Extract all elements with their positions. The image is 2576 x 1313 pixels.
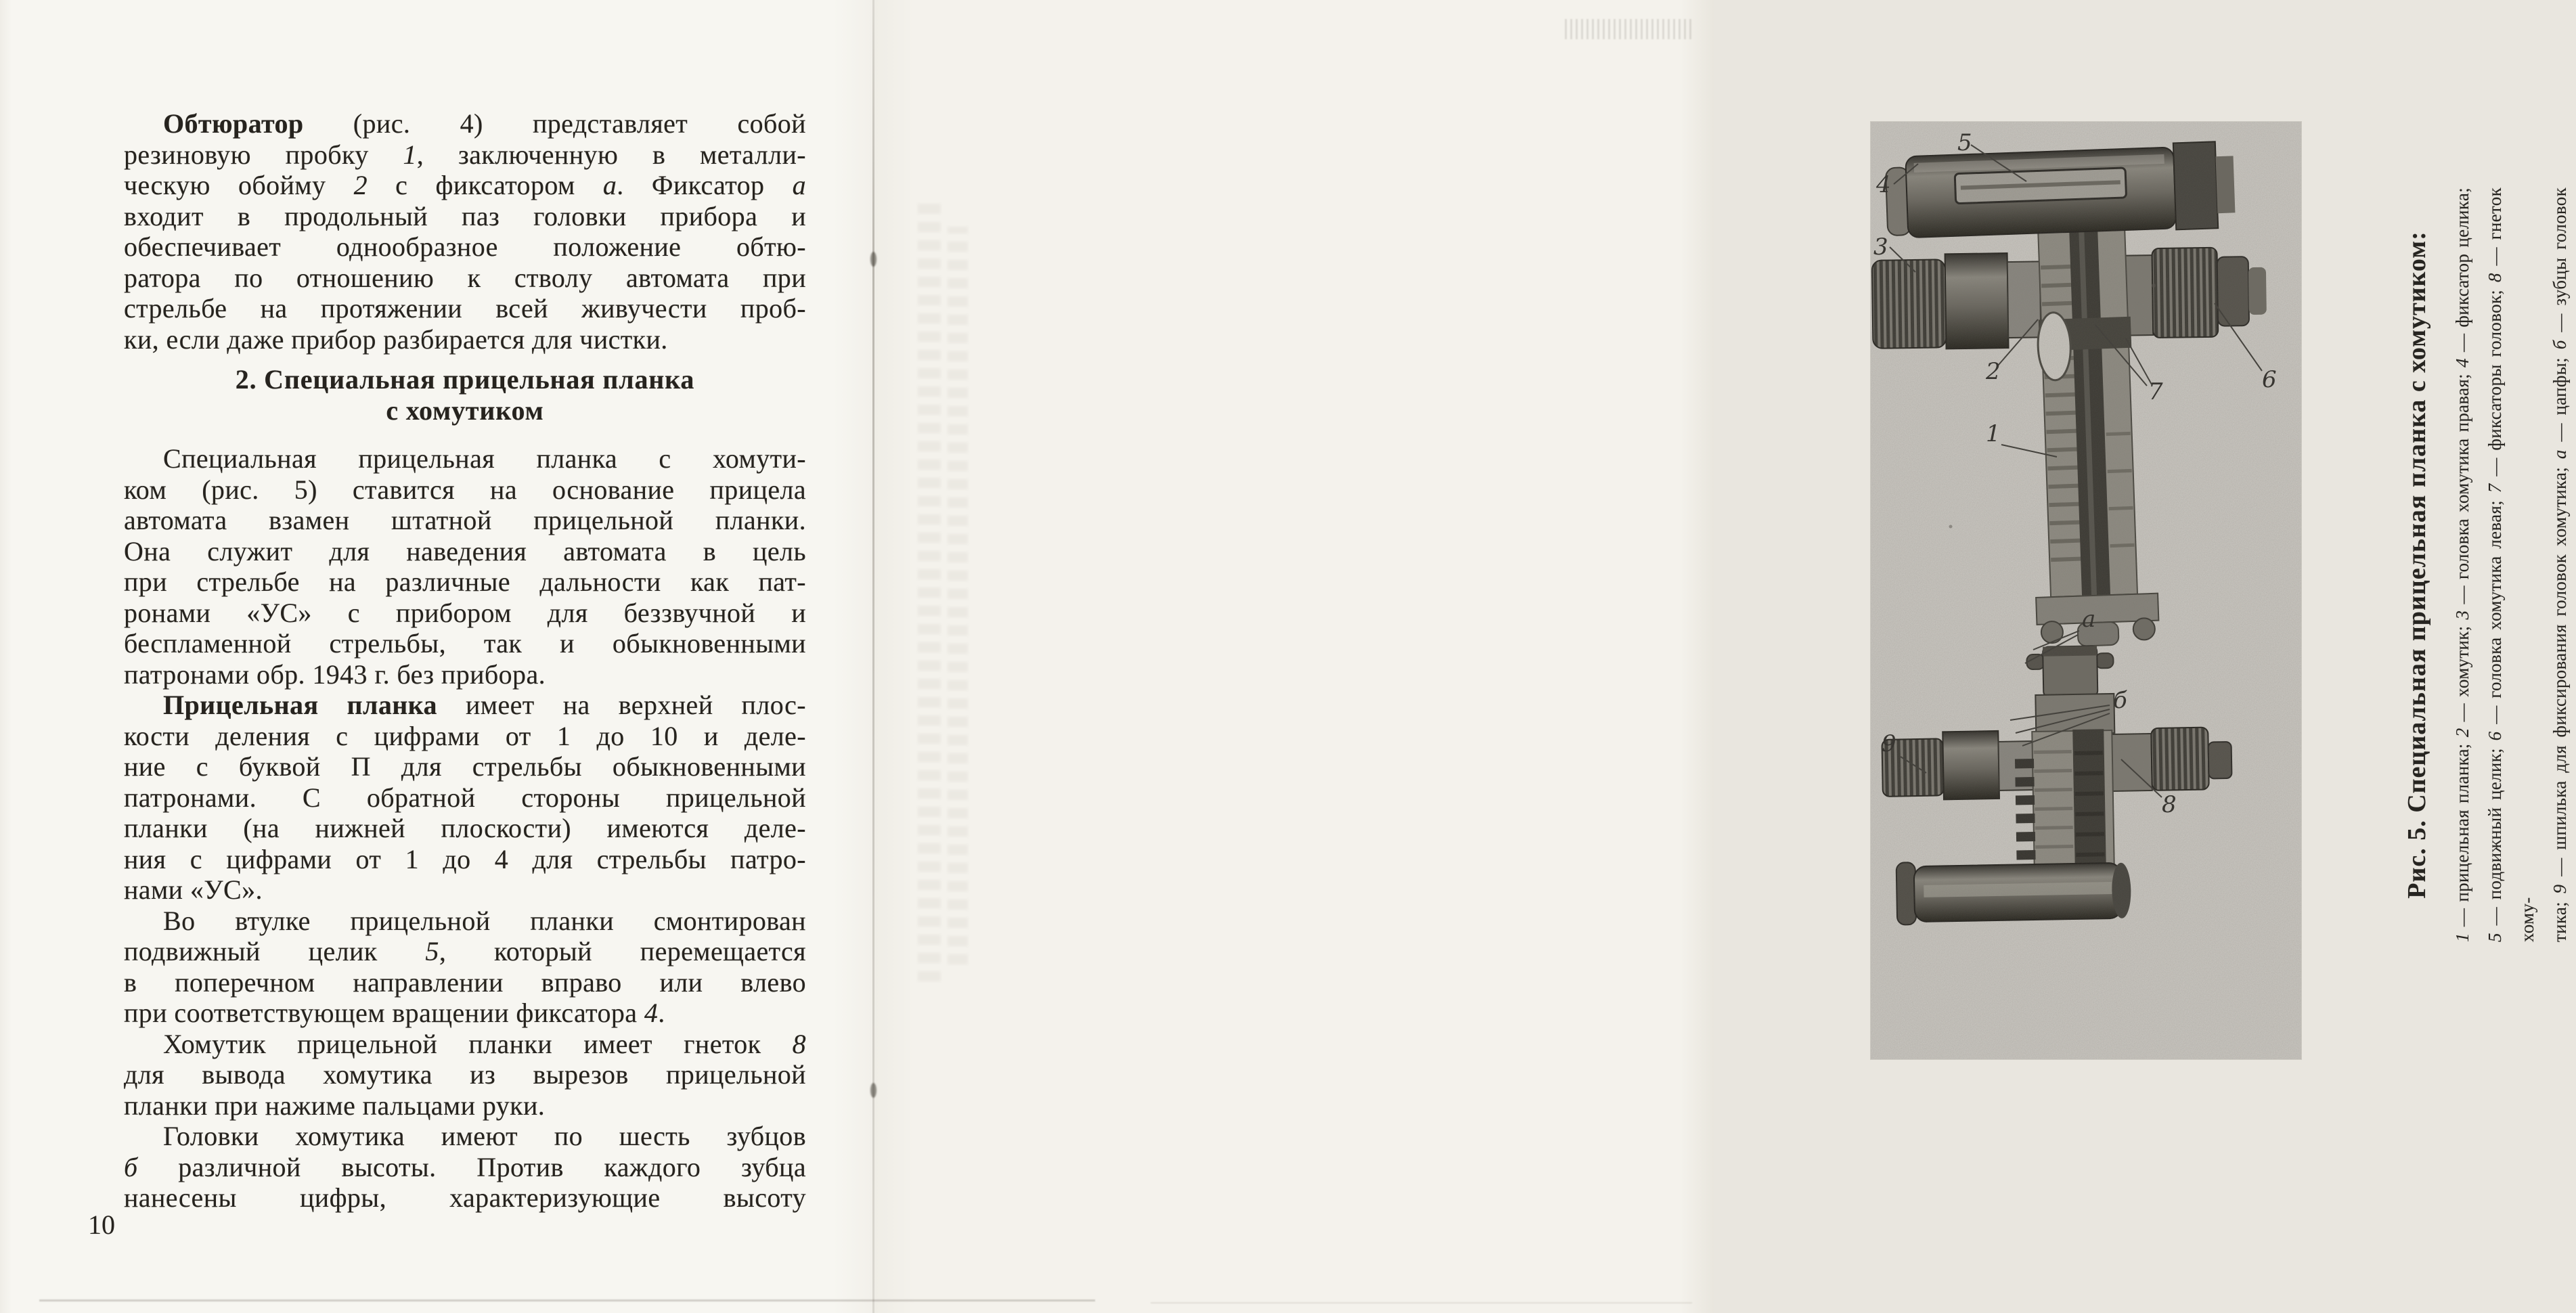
text-line: подвижный целик 5, который перемещается [124, 936, 806, 966]
paragraph [124, 1121, 806, 1214]
left-page [0, 0, 874, 1313]
paragraph [124, 443, 806, 690]
text-line: Во втулке прицельной планки смонтирован [163, 905, 806, 936]
bleedthrough-artifact [918, 203, 941, 981]
section-heading [124, 364, 806, 426]
caption-legend-line: тика; 9 — шпилька для фиксирования головок хомутика; а — цапфы; б — зубцы головок [2550, 187, 2570, 942]
text-line: в поперечном направлении вправо или влево [124, 966, 806, 998]
text-line: нами «УС». [124, 874, 263, 905]
text-column [124, 108, 806, 1214]
figure-photo [1871, 122, 2301, 1059]
right-page [874, 0, 2570, 1313]
paragraph [124, 1029, 806, 1121]
text-line: Специальная прицельная планка с хомути- [163, 443, 806, 474]
scan-bottom-shadow [39, 1299, 1095, 1301]
text-line: нанесены цифры, характеризующие высоту [124, 1182, 806, 1213]
text-line: при стрельбе на различные дальности как пат- [124, 566, 806, 597]
text-line: ния с цифрами от 1 до 4 для стрельбы патро- [124, 843, 806, 874]
text-line: Хомутик прицельной планки имеет гнеток 8 [163, 1028, 806, 1059]
text-line: б различной высоты. Против каждого зубца [124, 1151, 806, 1182]
paragraph [124, 906, 806, 1029]
paragraph [124, 108, 806, 355]
page-number: 10 [88, 1209, 115, 1240]
text-line: при соответствующем вращении фиксатора 4. [124, 998, 665, 1028]
scan-edge-artifact [1565, 19, 1693, 39]
text-line: патронами обр. 1943 г. без прибора. [124, 659, 546, 690]
halftone-grain [1871, 122, 2301, 1059]
text-line: входит в продольный паз головки прибора и [124, 200, 806, 231]
text-line: патронами. С обратной стороны прицельной [124, 782, 806, 813]
text-line: беспламенной стрельбы, так и обыкновенными [124, 628, 806, 659]
scan-bottom-shadow [1151, 1302, 1692, 1304]
seam-blob [870, 252, 876, 267]
caption-title: Рис. 5. Специальная прицельная планка с хомутиком: [2403, 231, 2431, 899]
text-line: ратора по отношению к стволу автомата при [124, 262, 806, 293]
text-line: Она служит для наведения автомата в цель [124, 535, 806, 566]
page-gutter-seam [872, 0, 874, 1313]
text-line: ческую обойму 2 с фиксатором а. Фиксатор а [124, 170, 806, 200]
text-line: кости деления с цифрами от 1 до 10 и деле- [124, 720, 806, 751]
heading-line: 2. Специальная прицельная планка [235, 364, 695, 395]
seam-blob [870, 1083, 876, 1098]
text-line: Головки хомутика имеют по шесть зубцов [163, 1121, 806, 1151]
heading-line: с хомутиком [386, 395, 544, 426]
caption-legend [2446, 187, 2576, 942]
bleedthrough-artifact [948, 227, 968, 964]
text-line: Обтюратор (рис. 4) представляет собой [163, 108, 806, 139]
text-line: ние с буквой П для стрельбы обыкновенными [124, 751, 806, 782]
text-line: для вывода хомутика из вырезов прицельной [124, 1059, 806, 1090]
sight-bar-photo-illustration [1871, 122, 2301, 1059]
text-line: ронами «УС» с прибором для беззвучной и [124, 597, 806, 628]
text-line: стрельбе на протяжении всей живучести проб- [124, 293, 806, 324]
text-line: резиновую пробку 1, заключенную в металли- [124, 139, 806, 170]
caption-legend-line: 1 — прицельная планка; 2 — хомутик; 3 — головка хомутика правая; 4 — фиксатор целика; [2452, 187, 2472, 942]
text-line: обеспечивает однообразное положение обтю- [124, 231, 806, 262]
text-line: Прицельная планка имеет на верхней плос- [163, 690, 806, 720]
text-line: ки, если даже прибор разбирается для чистки. [124, 324, 668, 355]
caption-legend-line: 5 — подвижный целик; 6 — головка хомутика левая; 7 — фиксаторы головок; 8 — гнеток хому- [2485, 187, 2537, 942]
paragraph [124, 690, 806, 906]
text-line: планки при нажиме пальцами руки. [124, 1090, 546, 1121]
text-line: ком (рис. 5) ставится на основание прицела [124, 474, 806, 505]
text-line: планки (на нижней плоскости) имеются деле- [124, 813, 806, 843]
text-line: автомата взамен штатной прицельной планки. [124, 505, 806, 535]
